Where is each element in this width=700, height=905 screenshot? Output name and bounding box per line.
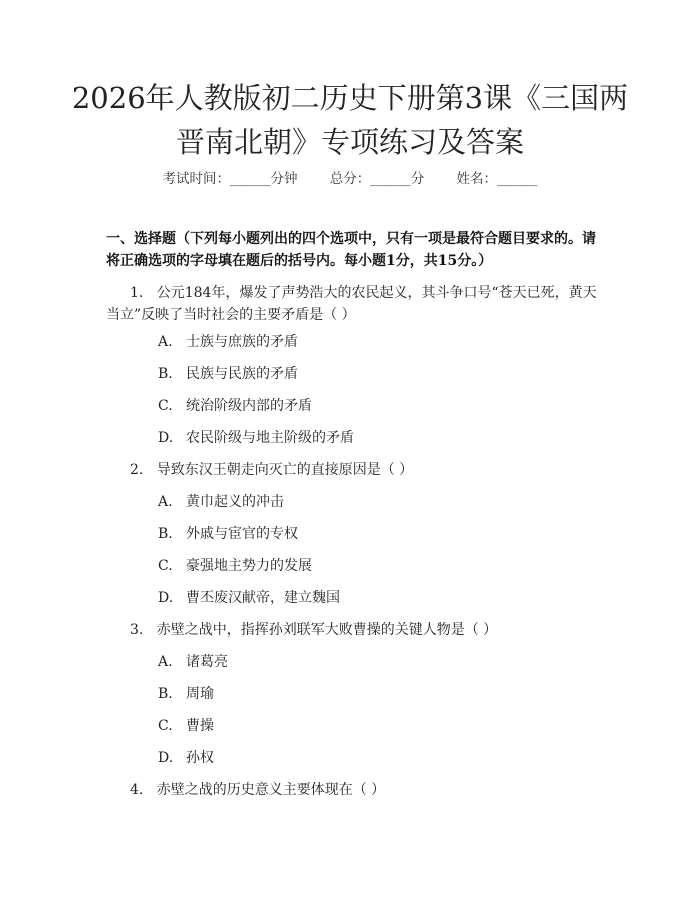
- option-letter: C.: [158, 718, 173, 734]
- question-2-option-d: [158, 587, 340, 609]
- section-heading: [106, 228, 606, 272]
- option-text: 统治阶级内部的矛盾: [186, 398, 312, 414]
- option-letter: A.: [158, 494, 173, 510]
- question-3-option-b: [158, 683, 214, 705]
- exam-name: 姓名：______: [456, 171, 538, 187]
- option-letter: B.: [158, 366, 173, 382]
- option-text: 曹丕废汉献帝，建立魏国: [186, 590, 340, 606]
- title-line-2: 晋南北朝》专项练习及答案: [175, 125, 524, 159]
- question-1-line-2: 当立”反映了当时社会的主要矛盾是（ ）: [106, 307, 356, 323]
- option-text: 士族与庶族的矛盾: [186, 334, 298, 350]
- question-1-line-1: [106, 282, 600, 304]
- option-letter: D.: [158, 430, 174, 446]
- question-number: 1.: [130, 285, 144, 301]
- option-letter: B.: [158, 686, 173, 702]
- option-letter: A.: [158, 654, 173, 670]
- option-text: 外戚与宦官的专权: [186, 526, 298, 542]
- question-text: 赤壁之战的历史意义主要体现在（ ）: [156, 782, 386, 798]
- question-text: 公元184年，爆发了声势浩大的农民起义，其斗争口号“苍天已死，黄天: [156, 285, 597, 301]
- page-title: [60, 76, 640, 164]
- title-line-1: 2026年人教版初二历史下册第3课《三国两: [71, 81, 629, 115]
- question-1: [106, 282, 600, 326]
- question-4: [106, 779, 600, 801]
- question-2-option-a: [158, 491, 284, 513]
- question-3-option-a: [158, 651, 228, 673]
- exam-time: 考试时间：______分钟: [162, 171, 298, 187]
- question-3: [106, 619, 600, 641]
- question-text: 赤壁之战中，指挥孙刘联军大败曹操的关键人物是（ ）: [156, 622, 498, 638]
- question-1-option-c: [158, 395, 312, 417]
- option-text: 农民阶级与地主阶级的矛盾: [186, 430, 354, 446]
- question-text: 导致东汉王朝走向灭亡的直接原因是（ ）: [156, 462, 414, 478]
- option-text: 民族与民族的矛盾: [186, 366, 298, 382]
- question-1-option-d: [158, 427, 354, 449]
- section-heading-line-2: 将正确选项的字母填在题后的括号内。每小题1分，共15分。）: [106, 253, 493, 269]
- option-text: 黄巾起义的冲击: [186, 494, 284, 510]
- option-letter: C.: [158, 398, 173, 414]
- question-number: 2.: [130, 462, 144, 478]
- option-text: 孙权: [186, 750, 214, 766]
- option-letter: A.: [158, 334, 173, 350]
- question-3-option-c: [158, 715, 214, 737]
- option-letter: D.: [158, 750, 174, 766]
- option-letter: D.: [158, 590, 174, 606]
- question-2-option-b: [158, 523, 298, 545]
- option-text: 周瑜: [186, 686, 214, 702]
- question-3-option-d: [158, 747, 214, 769]
- option-text: 豪强地主势力的发展: [186, 558, 312, 574]
- option-letter: B.: [158, 526, 173, 542]
- option-letter: C.: [158, 558, 173, 574]
- question-1-option-a: [158, 331, 298, 353]
- section-heading-line-1: 一、选择题（下列每小题列出的四个选项中，只有一项是最符合题目要求的。请: [106, 231, 596, 247]
- exam-meta: [0, 167, 700, 187]
- question-number: 3.: [130, 622, 144, 638]
- question-1-option-b: [158, 363, 298, 385]
- option-text: 曹操: [186, 718, 214, 734]
- question-2: [106, 459, 600, 481]
- option-text: 诸葛亮: [186, 654, 228, 670]
- question-number: 4.: [130, 782, 144, 798]
- question-2-option-c: [158, 555, 312, 577]
- exam-score: 总分：______分: [329, 171, 425, 187]
